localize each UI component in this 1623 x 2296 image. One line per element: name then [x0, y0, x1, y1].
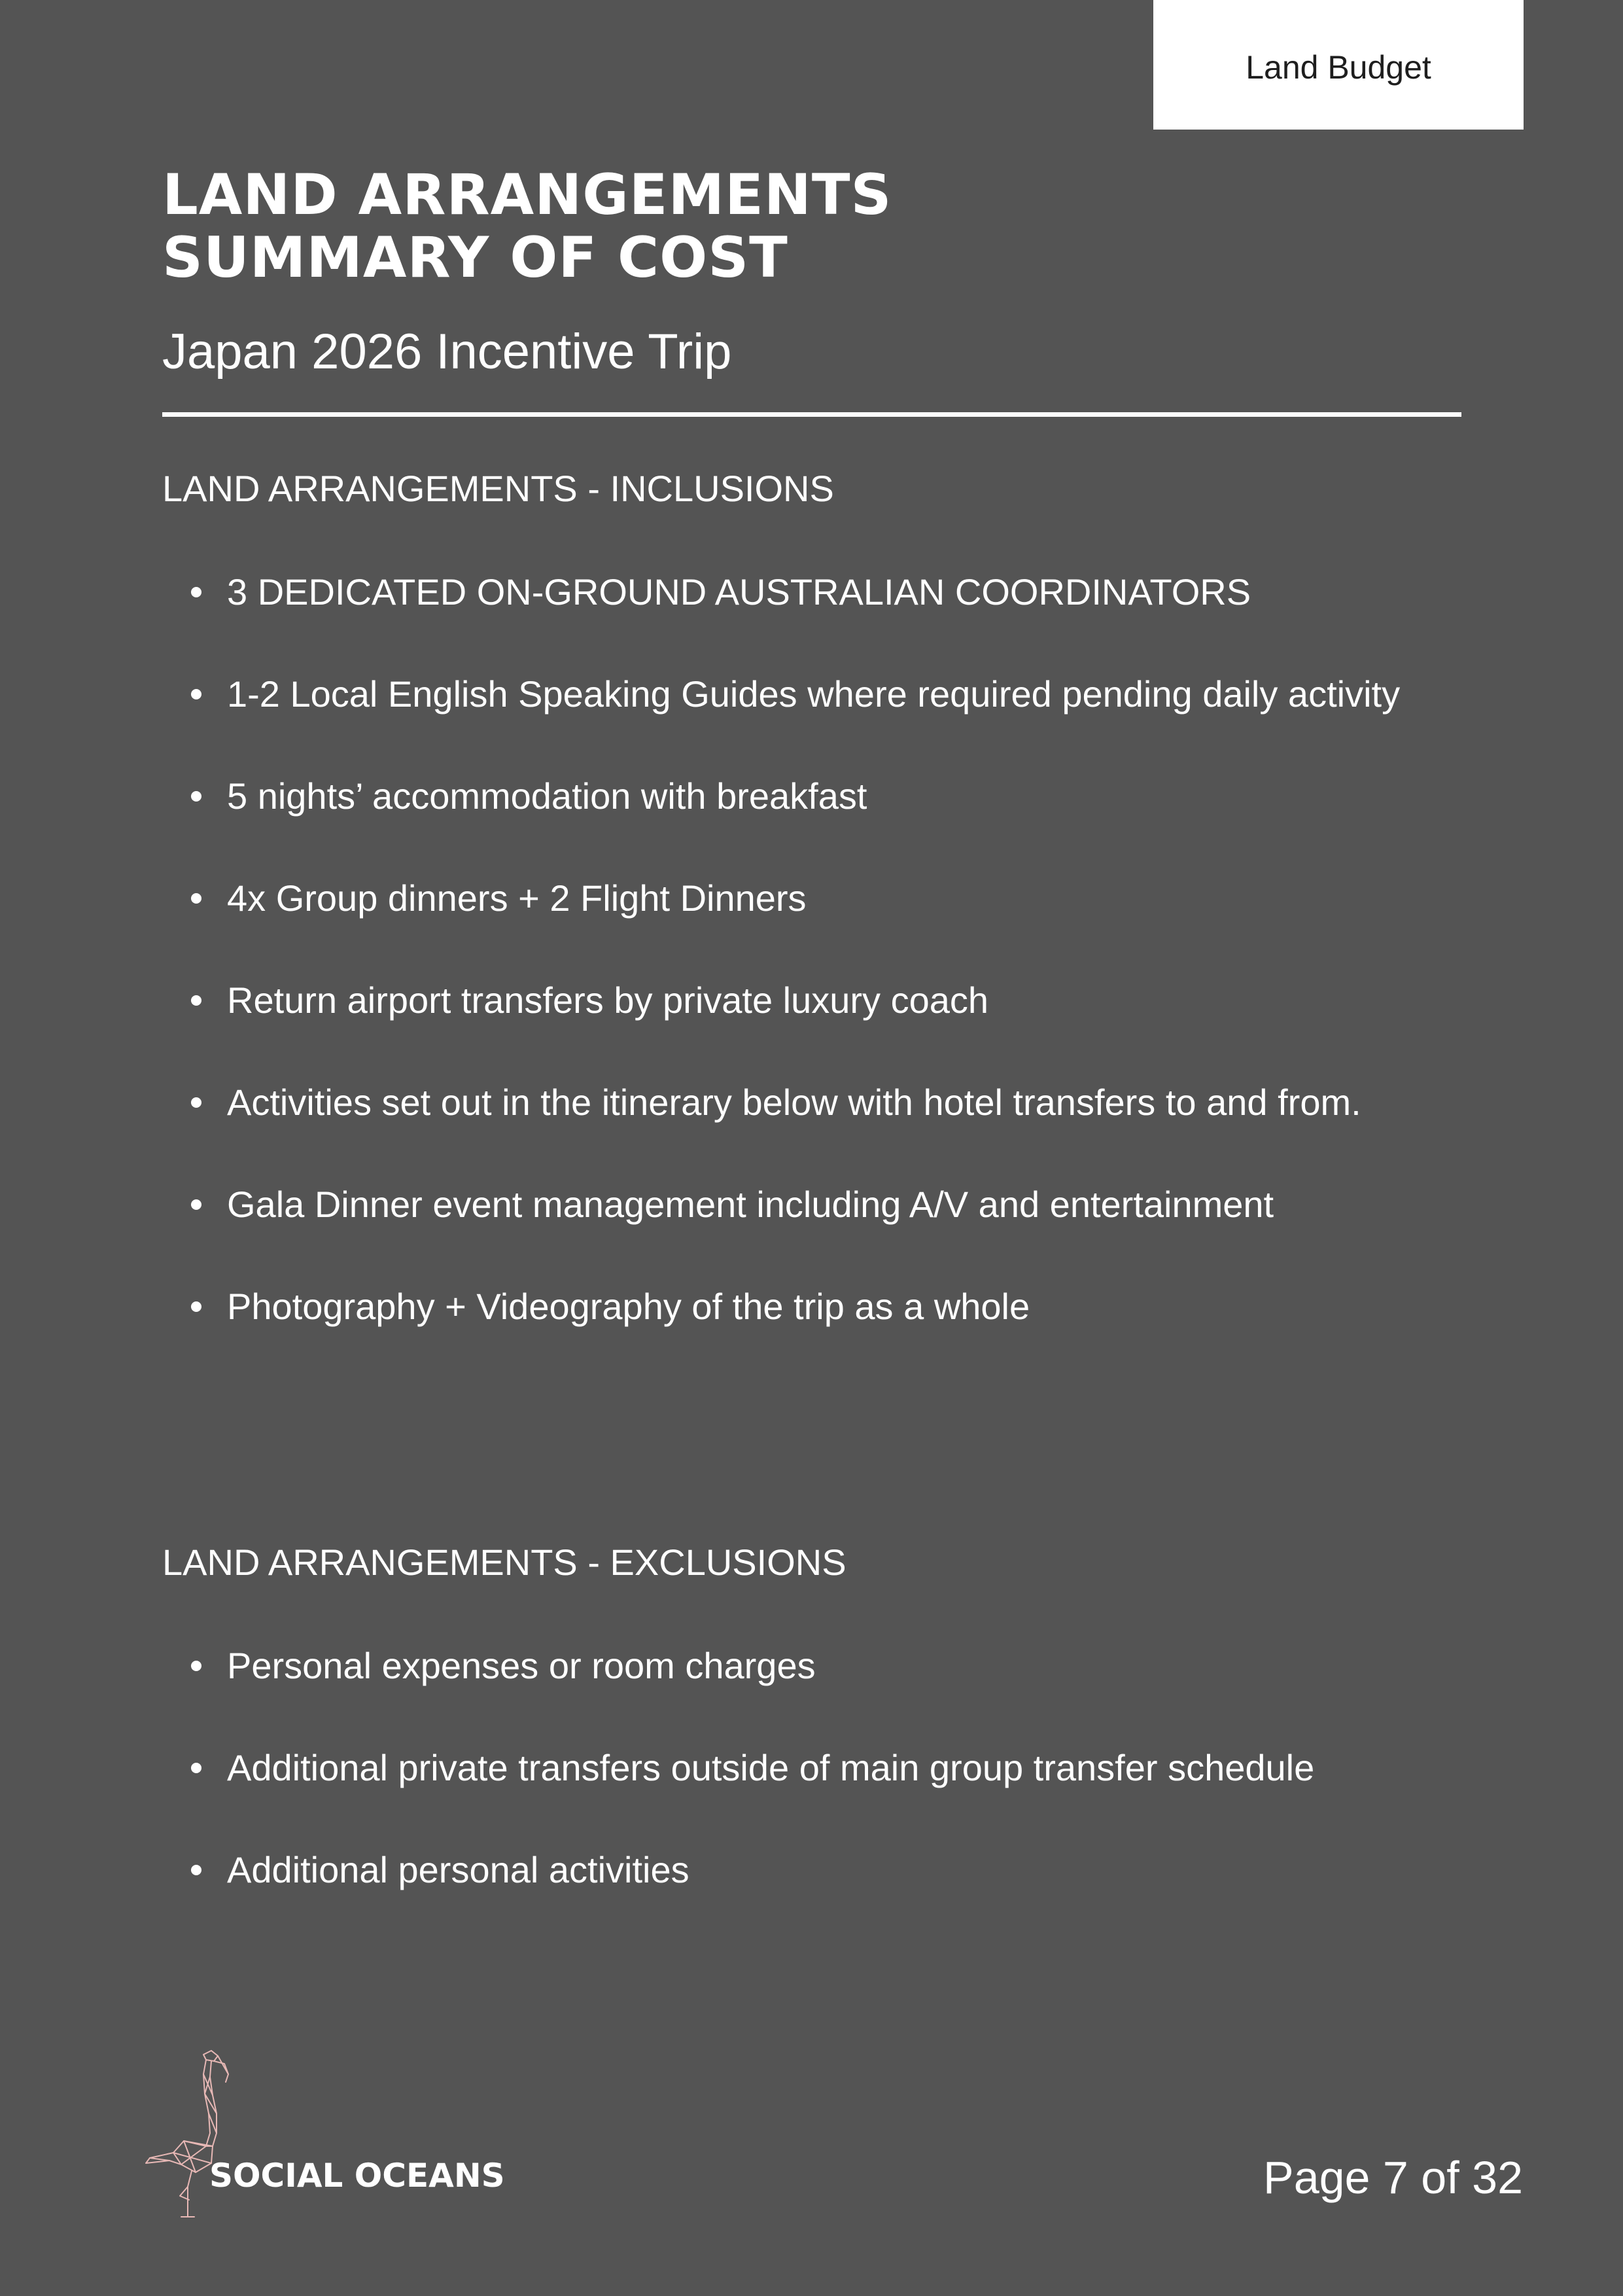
exclusions-heading: LAND ARRANGEMENTS - EXCLUSIONS: [162, 1542, 846, 1583]
list-item: [162, 1845, 1464, 1896]
page-number: Page 7 of 32: [1263, 2152, 1523, 2203]
list-item-text: 5 nights’ accommodation with breakfast: [227, 775, 867, 817]
bullet-icon: [191, 1661, 201, 1671]
page-title-line-2: SUMMARY OF COST: [162, 225, 788, 291]
section-tab: [1153, 0, 1524, 130]
title-divider: [162, 412, 1461, 417]
bullet-icon: [191, 1301, 201, 1312]
list-item-text: 4x Group dinners + 2 Flight Dinners: [227, 877, 807, 919]
bullet-icon: [191, 893, 201, 904]
exclusions-list: [162, 1640, 1464, 1947]
list-item-text: Personal expenses or room charges: [227, 1645, 816, 1686]
bullet-icon: [191, 689, 201, 699]
list-item-text: Activities set out in the itinerary below with hotel transfers to and from.: [227, 1082, 1361, 1123]
inclusions-heading: LAND ARRANGEMENTS - INCLUSIONS: [162, 468, 834, 509]
list-item: [162, 1640, 1464, 1691]
list-item-text: Photography + Videography of the trip as a whole: [227, 1286, 1030, 1327]
page-subtitle: Japan 2026 Incentive Trip: [162, 324, 732, 380]
list-item-text: Additional personal activities: [227, 1849, 689, 1890]
list-item-text: Gala Dinner event management including A/V and entertainment: [227, 1184, 1274, 1225]
list-item: [162, 1077, 1464, 1128]
list-item: [162, 669, 1464, 720]
bullet-icon: [191, 1865, 201, 1875]
bullet-icon: [191, 587, 201, 597]
list-item: [162, 873, 1464, 924]
bullet-icon: [191, 995, 201, 1006]
list-item-text: 3 DEDICATED ON-GROUND AUSTRALIAN COORDINATORS: [227, 571, 1251, 612]
page-title-line-1: LAND ARRANGEMENTS: [162, 162, 892, 228]
list-item: [162, 975, 1464, 1026]
list-item: [162, 567, 1464, 618]
inclusions-list: [162, 567, 1464, 1383]
list-item: [162, 771, 1464, 822]
list-item-text: 1-2 Local English Speaking Guides where required pending daily activity: [227, 673, 1401, 715]
section-tab-label: Land Budget: [1246, 49, 1431, 86]
brand-name: SOCIAL OCEANS: [209, 2157, 505, 2195]
list-item: [162, 1281, 1464, 1332]
bullet-icon: [191, 1199, 201, 1210]
list-item: [162, 1179, 1464, 1230]
list-item-text: Return airport transfers by private luxury coach: [227, 980, 989, 1021]
page-title: [162, 164, 892, 289]
bullet-icon: [191, 1097, 201, 1108]
list-item: [162, 1742, 1464, 1793]
bullet-icon: [191, 791, 201, 802]
list-item-text: Additional private transfers outside of main group transfer schedule: [227, 1747, 1315, 1788]
bullet-icon: [191, 1763, 201, 1773]
